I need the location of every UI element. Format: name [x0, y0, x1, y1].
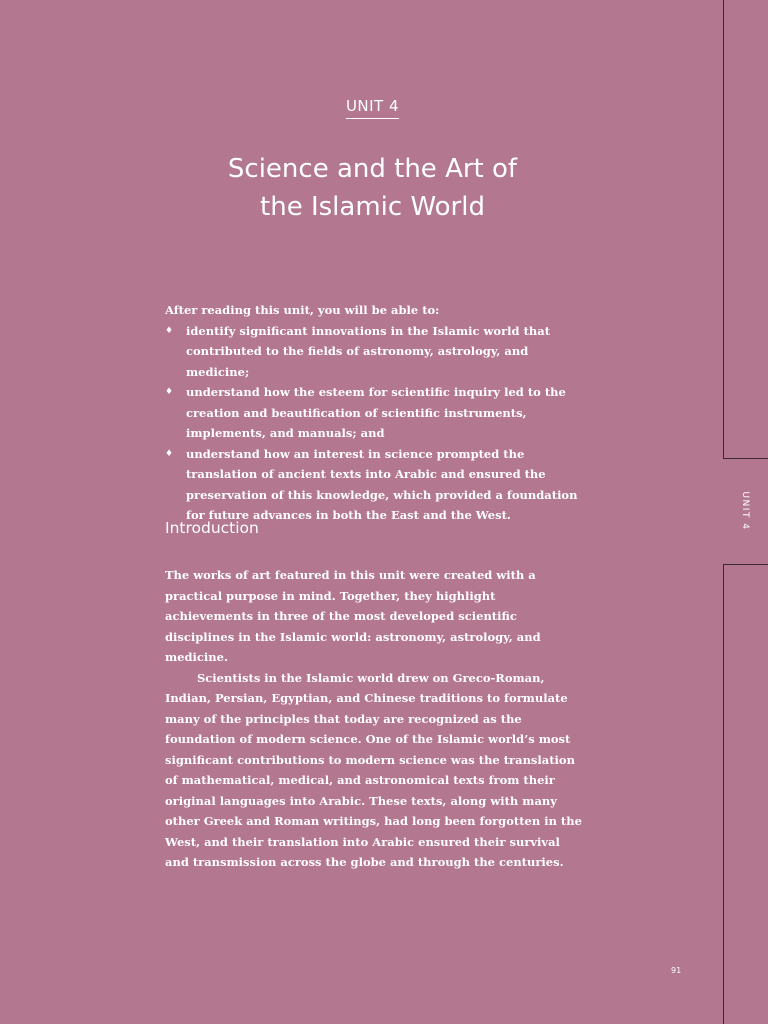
objectives-list: [165, 321, 585, 526]
diamond-bullet-icon: ♦: [165, 448, 174, 459]
body-paragraph: Scientists in the Islamic world drew on Greco-Roman, Indian, Persian, Egyptian, and Chinese traditions to formulate many of the principles that today are recognized as the foundation of modern science. One of the Islamic world’s most significant contributions to modern science was the translation of mathematical, medical, and astronomical texts from their original languages into Arabic. These texts, along with many other Greek and Roman writings, had long been forgotten in the West, and their translation into Arabic ensured their survival and transmission across the globe and through the centuries.: [165, 670, 582, 869]
body-paragraph: The works of art featured in this unit were created with a practical purpose in mind. Together, they highlight achievements in three of the most developed scientific disciplines in the Islamic world: astronomy, astrology, and medicine.: [165, 568, 541, 664]
diamond-bullet-icon: ♦: [165, 387, 174, 397]
section-heading-introduction: Introduction: [165, 519, 259, 537]
unit-label: [0, 97, 745, 119]
tab-divider-bottom: [723, 565, 724, 1024]
side-tab-label: UNIT 4: [740, 491, 750, 531]
objective-text: understand how an interest in science prompted the translation of ancient texts into Arabic and ensured the preservation of this knowledge, which provided a foundation for future advances in both the East and the West.: [186, 446, 578, 522]
objective-item: [165, 382, 585, 444]
tab-divider-top: [723, 0, 724, 458]
learning-objectives: [165, 300, 585, 526]
objective-text: understand how the esteem for scientific inquiry led to the creation and beautification of scientific instruments, implements, and manuals; and: [186, 385, 566, 440]
objectives-lead: After reading this unit, you will be able to:: [165, 303, 440, 317]
unit-label-text: UNIT 4: [346, 97, 399, 119]
page-number: 91: [671, 966, 682, 975]
introduction-body: [165, 565, 585, 873]
page-title-line-1: Science and the Art of: [227, 154, 518, 184]
objective-text: identify significant innovations in the Islamic world that contributed to the fields of astronomy, astrology, and medicine;: [186, 323, 551, 379]
diamond-bullet-icon: ♦: [165, 325, 174, 336]
objective-item: [165, 444, 585, 526]
page-title: [0, 150, 745, 226]
objective-item: [165, 321, 585, 383]
page-title-line-2: the Islamic World: [260, 192, 485, 222]
